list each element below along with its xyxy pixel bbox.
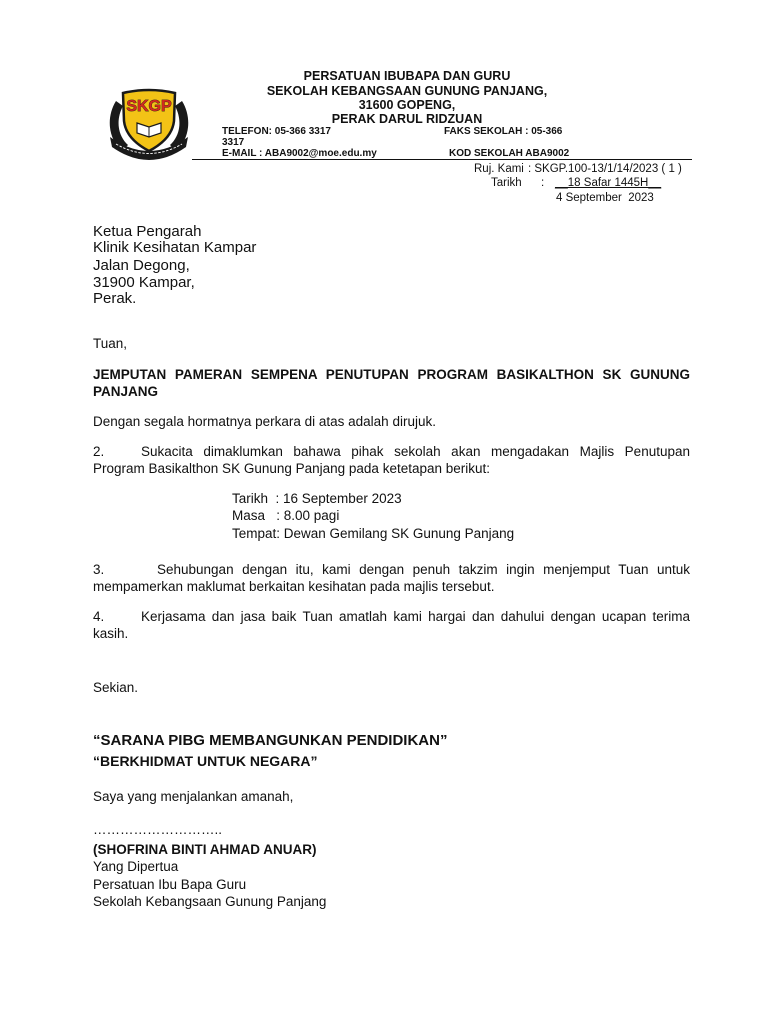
crest-letters: SKGP [126,98,172,115]
school-code: KOD SEKOLAH ABA9002 [449,148,570,159]
signatory-title: Yang Dipertua [93,859,179,874]
date-gregorian: 4 September 2023 [556,192,654,204]
signatory-school: Sekolah Kebangsaan Gunung Panjang [93,894,327,909]
date-colon: : [541,177,545,189]
paragraph-1: Dengan segala hormatnya perkara di atas adalah dirujuk. [93,414,436,429]
signature-line: ……………………….. [93,822,223,837]
signatory-organisation: Persatuan Ibu Bapa Guru [93,877,247,892]
letterhead-divider [192,159,692,160]
recipient-title: Ketua Pengarah [93,223,202,240]
org-name: PERSATUAN IBUBAPA DAN GURU [303,69,511,83]
paragraph-2-line-2: Program Basikalthon SK Gunung Panjang pada ketetapan berikut: [93,461,491,476]
subject-line-1: JEMPUTAN PAMERAN SEMPENA PENUTUPAN PROGRAM BASIKALTHON SK GUNUNG [93,367,690,382]
paragraph-4-line-2: kasih. [93,626,129,641]
event-date: Tarikh : 16 September 2023 [232,491,402,506]
paragraph-4-line-1: Kerjasama dan jasa baik Tuan amatlah kami hargai dan dahului dengan ucapan terima [141,609,690,624]
paragraph-3-line-1: Sehubungan dengan itu, kami dengan penuh takzim ingin menjemput Tuan untuk [157,562,690,577]
paragraph-3-line-2: mempamerkan maklumat berkaitan kesihatan pada majlis tersebut. [93,579,495,594]
crest-graphic [106,87,192,161]
email-address: E-MAIL : ABA9002@moe.edu.my [222,148,377,159]
event-venue: Tempat: Dewan Gemilang SK Gunung Panjang [232,526,515,541]
recipient-organisation: Klinik Kesihatan Kampar [93,239,257,256]
date-hijri: __18 Safar 1445H__ [555,177,662,189]
subject-line-2: PANJANG [93,384,159,399]
faks-number: FAKS SEKOLAH : 05-366 [444,126,563,137]
salutation: Tuan, [93,336,128,351]
faks-number-continued: 3317 [222,137,245,148]
paragraph-2-line-1: Sukacita dimaklumkan bahawa pihak sekolah akan mengadakan Majlis Penutupan [141,444,690,459]
recipient-postcode-town: 31900 Kampar, [93,274,195,291]
paragraph-4-number: 4. [93,609,105,624]
motto-pibg: “SARANA PIBG MEMBANGUNKAN PENDIDIKAN” [93,732,448,749]
recipient-street: Jalan Degong, [93,257,190,274]
reference-number: : SKGP.100-13/1/14/2023 ( 1 ) [528,163,682,175]
closing-remark: Sekian. [93,680,139,695]
school-state: PERAK DARUL RIDZUAN [331,112,483,126]
recipient-state: Perak. [93,290,137,307]
paragraph-3-number: 3. [93,562,105,577]
signature-intro: Saya yang menjalankan amanah, [93,789,294,804]
telefon-number: TELEFON: 05-366 3317 [222,126,331,137]
reference-label: Ruj. Kami [474,163,524,175]
date-label: Tarikh [491,177,522,189]
signatory-name: (SHOFRINA BINTI AHMAD ANUAR) [93,842,317,857]
event-time: Masa : 8.00 pagi [232,508,340,523]
motto-negara: “BERKHIDMAT UNTUK NEGARA” [93,753,318,769]
school-crest-logo [106,87,192,161]
paragraph-2-number: 2. [93,444,105,459]
school-postcode-town: 31600 GOPENG, [358,98,456,112]
school-name: SEKOLAH KEBANGSAAN GUNUNG PANJANG, [266,84,548,98]
